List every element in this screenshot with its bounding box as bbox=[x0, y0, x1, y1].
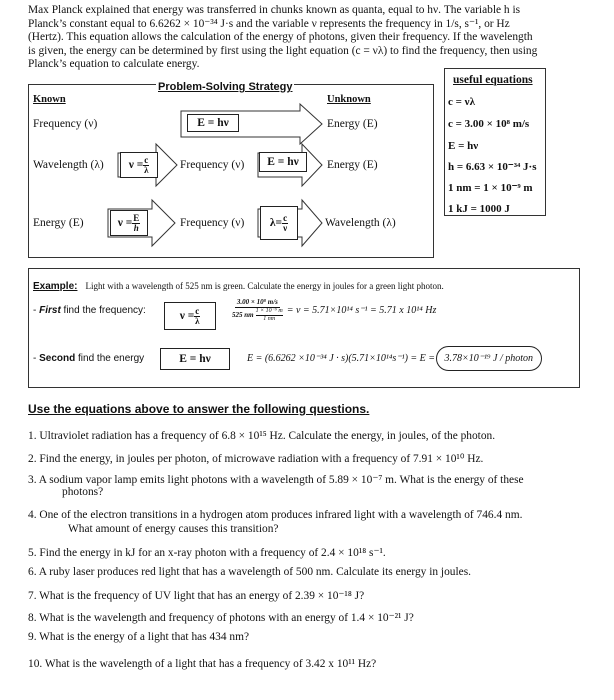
question-4-cont: What amount of energy causes this transition? bbox=[68, 523, 279, 535]
instructions-heading: Use the equations above to answer the following questions. bbox=[28, 402, 370, 416]
unknown-header: Unknown bbox=[327, 94, 371, 105]
example-second-calc: E = (6.6262 ×10⁻³⁴ J · s)(5.71×10¹⁴s⁻¹) = E = 3.78×10⁻¹⁹ J / photon bbox=[247, 353, 542, 364]
example-label: Example: bbox=[33, 281, 78, 292]
answer-oval: 3.78×10⁻¹⁹ J / photon bbox=[436, 346, 543, 371]
question-2: 2. Find the energy, in joules per photon, of microwave radiation with a frequency of 7.91 × 10¹⁰ Hz. bbox=[28, 453, 484, 465]
row2-equation-1: ν = $\frac{c}{\lambda}$ bbox=[120, 152, 158, 178]
intro-line-1: Max Planck explained that energy was transferred in chunks known as quanta, equal to hν. The variable h is bbox=[28, 4, 521, 16]
strategy-title: Problem-Solving Strategy bbox=[158, 81, 293, 93]
row3-equation-2: λ= $\frac{c}{\nu}$ bbox=[260, 206, 298, 240]
row3-mid: Frequency (ν) bbox=[180, 217, 245, 229]
question-9: 9. What is the energy of a light that has 434 nm? bbox=[28, 631, 250, 643]
useful-eq-2: c = 3.00 × 10⁸ m/s bbox=[448, 118, 530, 130]
useful-eq-3: E = hν bbox=[448, 140, 479, 152]
question-10: 10. What is the wavelength of a light that has a frequency of 3.42 x 10¹¹ Hz? bbox=[28, 658, 377, 670]
useful-eq-6: 1 kJ = 1000 J bbox=[448, 203, 510, 215]
question-3: 3. A sodium vapor lamp emits light photons with a wavelength of 5.89 × 10⁻⁷ m. What is the energy of these bbox=[28, 474, 524, 486]
question-1: 1. Ultraviolet radiation has a frequency of 6.8 × 10¹⁵ Hz. Calculate the energy, in joules, of the photon. bbox=[28, 430, 496, 442]
intro-line-5: Planck’s equation to calculate energy. bbox=[28, 58, 200, 70]
example-second-equation: E = hν bbox=[160, 348, 230, 370]
intro-line-3: (Hertz). This equation allows the calculation of the energy of photons, given their frequency. If the wavelength bbox=[28, 31, 533, 43]
example-first-calc: 3.00 × 10⁸ m/s 525 nm 1 × 10⁻⁹ m 1 nm = ν = 5.71×10¹⁴ s⁻¹ = 5.71 x 10¹⁴ Hz bbox=[232, 298, 437, 322]
useful-eq-5: 1 nm = 1 × 10⁻⁹ m bbox=[448, 182, 533, 194]
example-text: Light with a wavelength of 525 nm is green. Calculate the energy in joules for a green light photon. bbox=[85, 281, 444, 291]
example-first-equation: ν = $\frac{c}{\lambda}$ bbox=[164, 302, 216, 330]
row3-equation-1: ν = $\frac{E}{h}$ bbox=[110, 210, 148, 236]
example-second-step: - Second find the energy bbox=[33, 353, 145, 364]
row1-known: Frequency (ν) bbox=[33, 118, 98, 130]
question-3-cont: photons? bbox=[62, 486, 104, 498]
useful-equations-title: useful equations bbox=[453, 74, 533, 86]
row2-mid: Frequency (ν) bbox=[180, 159, 245, 171]
question-6: 6. A ruby laser produces red light that has a wavelength of 500 nm. Calculate its energy in joules. bbox=[28, 566, 471, 578]
calc-numerator: 3.00 × 10⁸ m/s bbox=[236, 298, 278, 306]
calc-result: = ν = 5.71×10¹⁴ s⁻¹ = 5.71 x 10¹⁴ Hz bbox=[286, 305, 437, 316]
useful-eq-1: c = νλ bbox=[448, 96, 475, 108]
row1-unknown: Energy (E) bbox=[327, 118, 378, 130]
row1-equation: E = hν bbox=[187, 114, 239, 132]
row2-equation-2: E = hν bbox=[259, 152, 307, 172]
row2-unknown: Energy (E) bbox=[327, 159, 378, 171]
row2-known: Wavelength (λ) bbox=[33, 159, 104, 171]
row3-known: Energy (E) bbox=[33, 217, 84, 229]
question-5: 5. Find the energy in kJ for an x-ray photon with a frequency of 2.4 × 10¹⁸ s⁻¹. bbox=[28, 547, 386, 559]
row3-unknown: Wavelength (λ) bbox=[325, 217, 396, 229]
intro-line-4: is given, the energy can be determined by first using the light equation (c = νλ) to find the frequency, then using bbox=[28, 44, 538, 57]
question-4: 4. One of the electron transitions in a hydrogen atom produces infrared light with a wavelength of 746.4 nm. bbox=[28, 509, 523, 521]
example-first-step: - First find the frequency: bbox=[33, 305, 146, 316]
known-header: Known bbox=[33, 94, 66, 105]
useful-eq-4: h = 6.63 × 10⁻³⁴ J·s bbox=[448, 161, 537, 173]
question-8: 8. What is the wavelength and frequency of photons with an energy of 1.4 × 10⁻²¹ J? bbox=[28, 612, 414, 624]
example-header bbox=[33, 276, 444, 294]
calc-denominator: 525 nm bbox=[232, 311, 254, 319]
question-7: 7. What is the frequency of UV light that has an energy of 2.39 × 10⁻¹⁸ J? bbox=[28, 590, 365, 602]
intro-line-2: Planck’s constant equal to 6.6262 × 10⁻³⁴ J·s and the variable ν represents the frequency in 1/s, s⁻¹, or Hz bbox=[28, 17, 510, 30]
